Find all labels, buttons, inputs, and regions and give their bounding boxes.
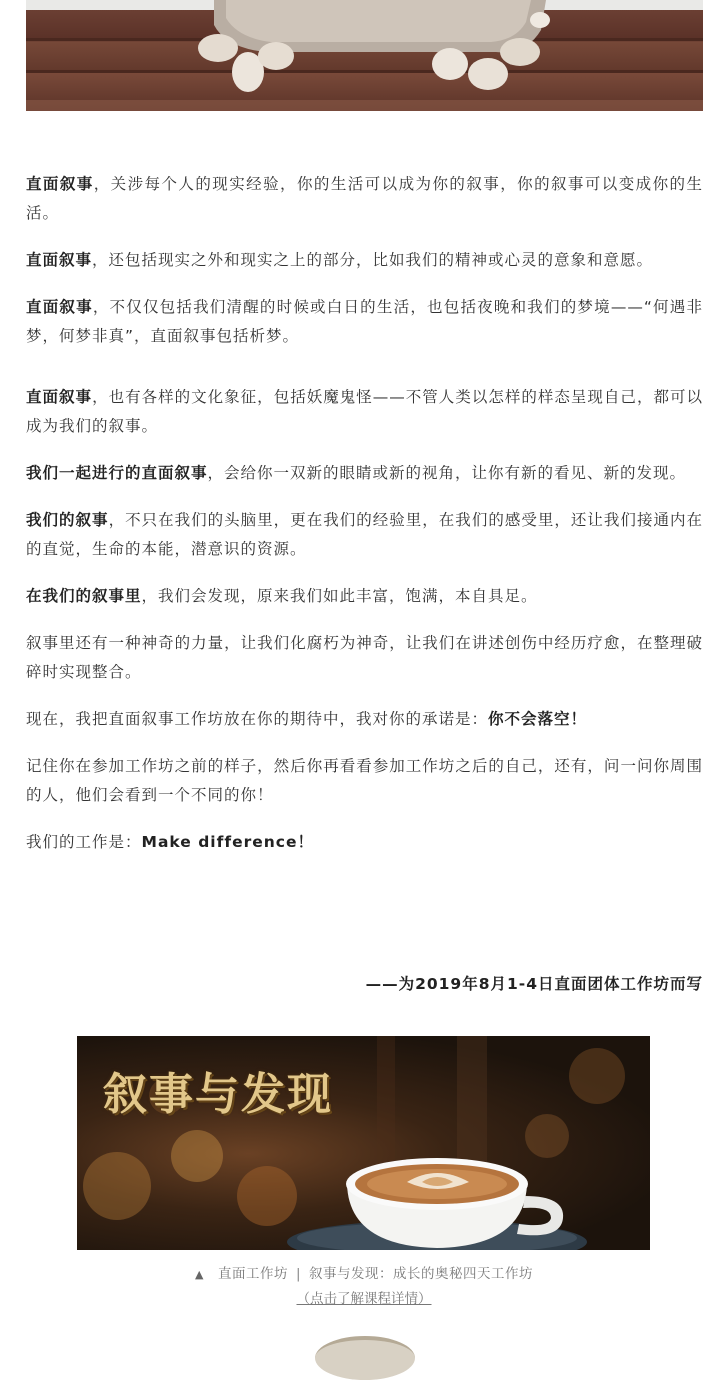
paragraph-text: ，会给你一双新的眼睛或新的视角，让你有新的看见、新的发现。 [207, 464, 687, 482]
cat-paws-illustration [26, 0, 703, 111]
promise-emphasis: 你不会落空！ [488, 710, 588, 728]
workshop-banner-image[interactable] [77, 1036, 650, 1250]
paragraph-text: 叙事里还有一种神奇的力量，让我们化腐朽为神奇，让我们在讲述创伤中经历疗愈，在整理破碎时实现整合。 [26, 634, 703, 681]
paragraph-8 [26, 629, 703, 687]
triangle-up-icon: ▲ [194, 1268, 204, 1281]
make-difference-emphasis: Make difference！ [141, 833, 314, 851]
paragraph-text: ，我们会发现，原来我们如此丰富，饱满，本自具足。 [141, 587, 538, 605]
paragraph-text: ，还包括现实之外和现实之上的部分，比如我们的精神或心灵的意象和意愿。 [92, 251, 654, 269]
paragraph-3 [26, 293, 703, 351]
paragraph-text: ，也有各样的文化象征，包括妖魔鬼怪——不管人类以怎样的样态呈现自己，都可以成为我们的叙事。 [26, 388, 703, 435]
banner-title: 叙事与发现 [103, 1069, 333, 1120]
caption-separator: | [295, 1266, 302, 1282]
course-details-link[interactable]: （点击了解课程详情） [296, 1291, 432, 1307]
paragraph-text: ，关涉每个人的现实经验，你的生活可以成为你的叙事，你的叙事可以变成你的生活。 [26, 175, 703, 222]
paragraph-lead: 直面叙事 [26, 388, 93, 406]
paragraph-2 [26, 246, 703, 275]
paragraph-5 [26, 459, 703, 488]
caption-title: 叙事与发现：成长的奥秘四天工作坊 [309, 1266, 534, 1282]
paragraph-lead: 直面叙事 [26, 298, 93, 316]
paragraph-4 [26, 383, 703, 441]
image-caption [0, 1262, 728, 1282]
paragraph-1 [26, 170, 703, 228]
paragraph-text: 我们的工作是： [26, 833, 142, 851]
article-body [26, 170, 703, 875]
paragraph-6 [26, 506, 703, 564]
paragraph-11 [26, 828, 703, 857]
top-photo [26, 0, 703, 111]
next-image-top-edge [315, 1336, 415, 1380]
paragraph-lead: 直面叙事 [26, 251, 93, 269]
paragraph-lead: 我们一起进行的直面叙事 [26, 464, 208, 482]
paragraph-lead: 直面叙事 [26, 175, 94, 193]
paragraph-9 [26, 705, 703, 734]
course-details-link-row [0, 1287, 728, 1307]
paragraph-10 [26, 752, 703, 810]
caption-source: 直面工作坊 [217, 1266, 288, 1282]
paragraph-text: 记住你在参加工作坊之前的样子，然后你再看看参加工作坊之后的自己，还有，问一问你周围的人，他们会看到一个不同的你！ [26, 757, 703, 804]
paragraph-7 [26, 582, 703, 611]
paragraph-lead: 我们的叙事 [26, 511, 109, 529]
paragraph-text: 现在，我把直面叙事工作坊放在你的期待中，我对你的承诺是： [26, 710, 489, 728]
paragraph-text: ，不只在我们的头脑里，更在我们的经验里，在我们的感受里，还让我们接通内在的直觉，生命的本能，潜意识的资源。 [26, 511, 703, 558]
signature: ——为2019年8月1-4日直面团体工作坊而写 [365, 975, 703, 993]
paragraph-lead: 在我们的叙事里 [26, 587, 142, 605]
paragraph-text: ，不仅仅包括我们清醒的时候或白日的生活，也包括夜晚和我们的梦境——“何遇非梦，何梦非真”，直面叙事包括析梦。 [26, 298, 703, 345]
